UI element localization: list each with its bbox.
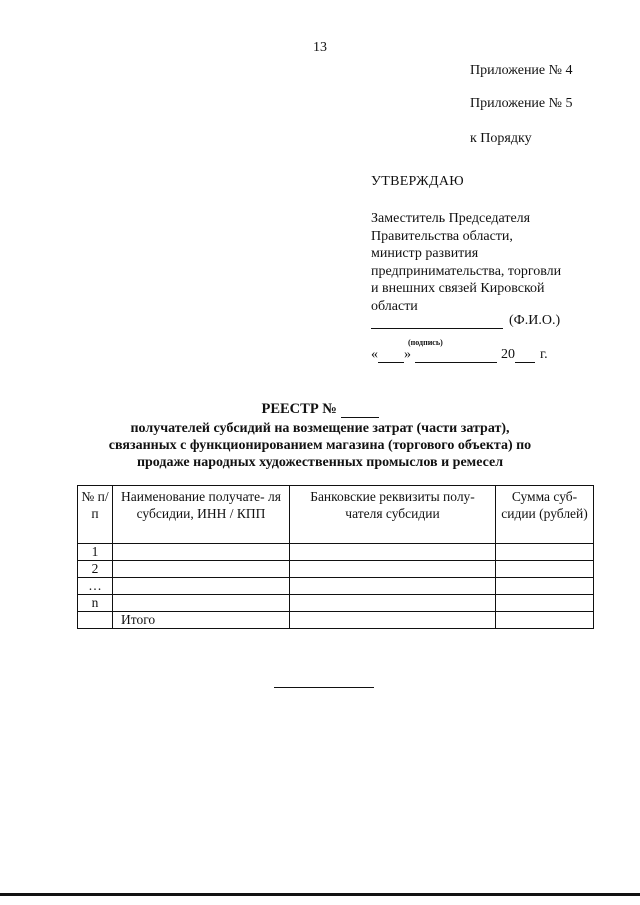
year-suffix: г. — [540, 347, 548, 362]
day-blank — [378, 348, 404, 363]
subtitle-line: продаже народных художественных промыслов и ремесел — [136, 455, 504, 470]
end-divider — [274, 687, 374, 688]
table-row — [78, 544, 594, 561]
official-title — [371, 210, 621, 315]
official-line: предпринимательства, торговли — [371, 263, 562, 279]
table-cell: 1 — [78, 544, 113, 561]
table-cell — [496, 595, 594, 612]
signature-blank — [371, 314, 503, 329]
registry-heading — [0, 401, 640, 418]
year-prefix: 20 — [501, 347, 515, 362]
table-row — [78, 578, 594, 595]
date-line — [371, 347, 548, 363]
table-cell — [290, 595, 496, 612]
table-cell — [78, 612, 113, 629]
signature-line — [371, 313, 560, 329]
attachment-order-label: к Порядку — [470, 131, 532, 146]
table-cell — [290, 544, 496, 561]
signature-caption: (подпись) — [408, 338, 443, 347]
registry-table — [77, 485, 594, 629]
table-cell: … — [78, 578, 113, 595]
date-close-quote: » — [404, 347, 411, 362]
table-cell — [113, 595, 290, 612]
table-cell — [290, 612, 496, 629]
table-row — [78, 595, 594, 612]
table-total-row — [78, 612, 594, 629]
table-cell — [113, 544, 290, 561]
attachment-label-4: Приложение № 4 — [470, 63, 573, 78]
table-header-row — [78, 486, 594, 544]
page-number: 13 — [313, 40, 327, 55]
fio-label: (Ф.И.О.) — [509, 313, 561, 328]
table-cell — [496, 612, 594, 629]
registry-subtitle — [0, 420, 640, 471]
official-line: Правительства области, — [371, 228, 513, 244]
subtitle-line: получателей субсидий на возмещение затрат (части затрат), — [130, 421, 510, 436]
table-row — [78, 561, 594, 578]
table-cell — [113, 578, 290, 595]
table-cell — [113, 561, 290, 578]
table-cell: 2 — [78, 561, 113, 578]
table-cell: n — [78, 595, 113, 612]
official-line: Заместитель Председателя — [371, 211, 531, 226]
scan-bottom-edge — [0, 893, 640, 896]
table-cell — [496, 578, 594, 595]
registry-number-blank — [341, 403, 379, 418]
date-open-quote: « — [371, 347, 378, 362]
table-cell — [496, 561, 594, 578]
column-header-recipient: Наименование получате- ля субсидии, ИНН / КПП — [113, 486, 290, 544]
column-header-amount: Сумма суб- сидии (рублей) — [496, 486, 594, 544]
table-cell — [290, 578, 496, 595]
table-cell — [290, 561, 496, 578]
column-header-number: № п/п — [78, 486, 113, 544]
table-cell — [496, 544, 594, 561]
column-header-bank-details: Банковские реквизиты полу- чателя субсидии — [290, 486, 496, 544]
year-blank — [515, 348, 535, 363]
month-blank — [415, 348, 497, 363]
subtitle-line: связанных с функционированием магазина (торгового объекта) по — [108, 438, 532, 453]
registry-heading-label: РЕЕСТР № — [261, 401, 337, 417]
total-label: Итого — [113, 612, 290, 629]
attachment-label-5: Приложение № 5 — [470, 96, 573, 111]
official-line: министр развития — [371, 246, 479, 261]
official-line: и внешних связей Кировской — [371, 281, 545, 296]
official-line: области — [371, 298, 418, 314]
approval-heading: УТВЕРЖДАЮ — [371, 174, 464, 189]
